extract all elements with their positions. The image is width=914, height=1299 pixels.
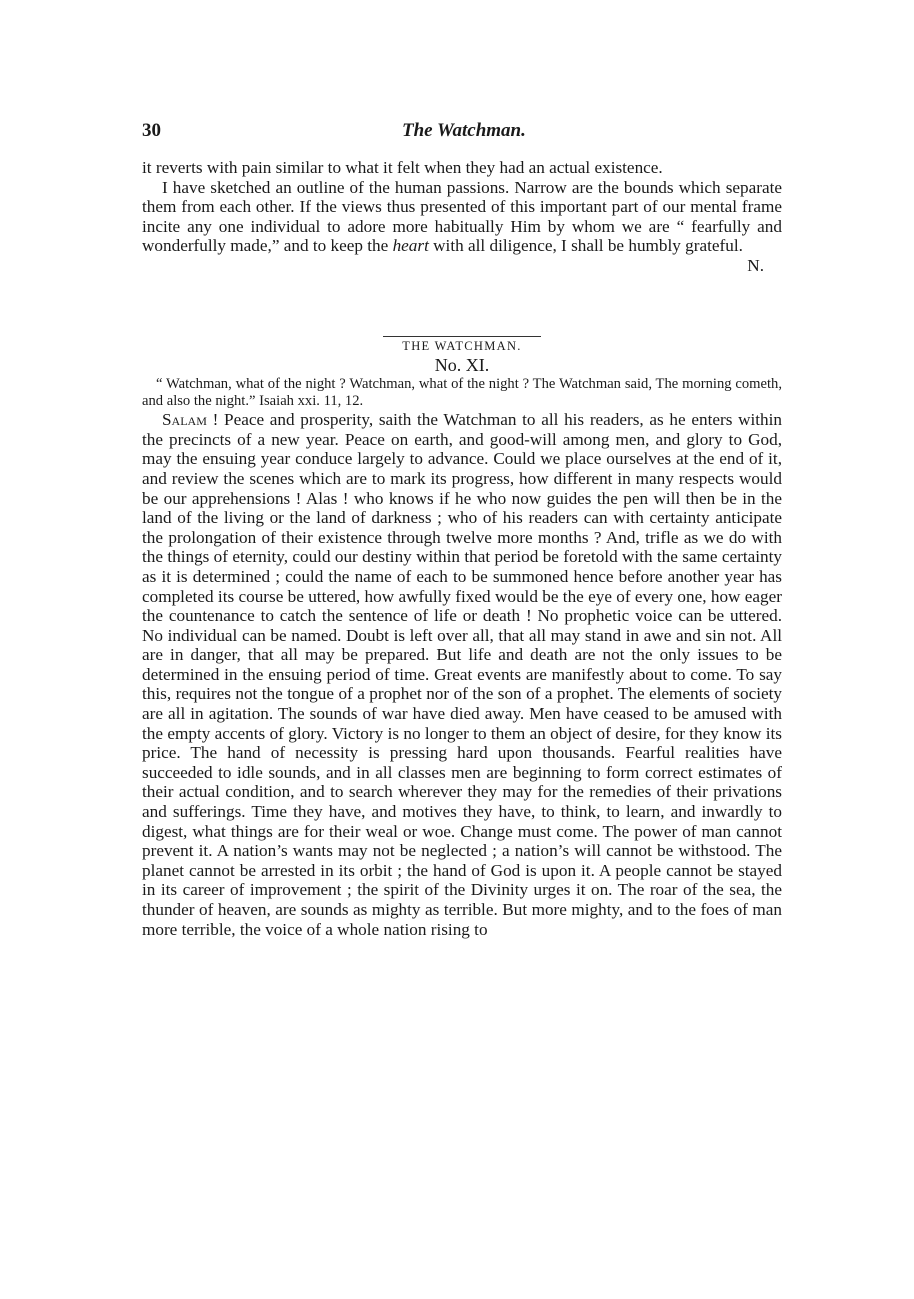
page-body [142,158,782,939]
section-heading: THE WATCHMAN. [402,338,522,353]
closing-paragraph [142,178,782,256]
journal-title: The Watchman. [402,120,526,141]
emphasized-word: heart [392,236,429,256]
closing-text-end: with all diligence, I shall be humbly grateful. [428,236,743,256]
main-paragraph-text: ! Peace and prosperity, saith the Watchman to all his readers, as he enters within the precincts of a new year. Peace on earth, and good-will among men, and glory to God, may the ensuing year conduce largely to advance. Could we place ourselves at the end of it, and review the scenes which are to mark its progress, how different in many respects would be our apprehensions ! Alas ! who knows if he who now guides the pen will then be in the land of the living or the land of darkness ; who of his readers can with certainty anticipate the prolongation of their existence through twelve more months ? And, trifle as we do with the things of eternity, could our destiny within that period be foretold with the same certainty as it is determined ; could the name of each to be summoned hence before another year has completed its course be uttered, how awfully fixed would be the eye of every one, how eager the countenance to catch the sentence of life or death ! No prophetic voice can be uttered. No individual can be named. Doubt is left over all, that all may stand in awe and sin not. All are in danger, that all may be prepared. But life and death are not the only issues to be determined in the ensuing period of time. Great events are manifestly about to come. To say this, requires not the tongue of a prophet nor of the son of a prophet. The elements of society are all in agitation. The sounds of war have died away. Men have ceased to be amused with the empty accents of glory. Victory is no longer to them an object of desire, for they know its price. The hand of necessity is pressing hard upon thousands. Fearful realities have succeeded to idle sounds, and in all classes men are beginning to form correct estimates of their actual condition, and to search wherever they may for the remedies of their privations and sufferings. Time they have, and motives they have, to think, to learn, and inwardly to digest, what things are for their weal or woe. Change must come. The power of man cannot prevent it. A nation’s wants may not be neglected ; a nation’s will cannot be withstood. The planet cannot be arrested in its orbit ; the hand of God is upon it. A people cannot be stayed in its career of improvement ; the spirit of the Divinity urges it on. The roar of the sea, the thunder of heaven, are sounds as mighty as terrible. But more mighty, and to the foes of man more terrible, the voice of a whole nation rising to [142,410,782,939]
issue-number: No. XI. [434,355,490,376]
continuation-paragraph: it reverts with pain similar to what it felt when they had an actual existence. [142,158,663,177]
closing-text-start: I have sketched an outline of the human passions. Narrow are the bounds which separate them from each other. If the views thus presented of this important part of our mental frame incite any one individual to adore more habitually Him by whom we are “ fearfully and wonderfully made,” and to keep the [142,177,782,256]
author-signature: N. [747,255,764,275]
epigraph: “ Watchman, what of the night ? Watchman, what of the night ? The Watchman said, The morning cometh, and also the night.” Isaiah xxi. 11, 12. [142,375,782,409]
main-paragraph [142,410,782,939]
page-number: 30 [142,120,161,141]
opening-word: Salam [162,410,207,430]
running-head [142,120,782,144]
